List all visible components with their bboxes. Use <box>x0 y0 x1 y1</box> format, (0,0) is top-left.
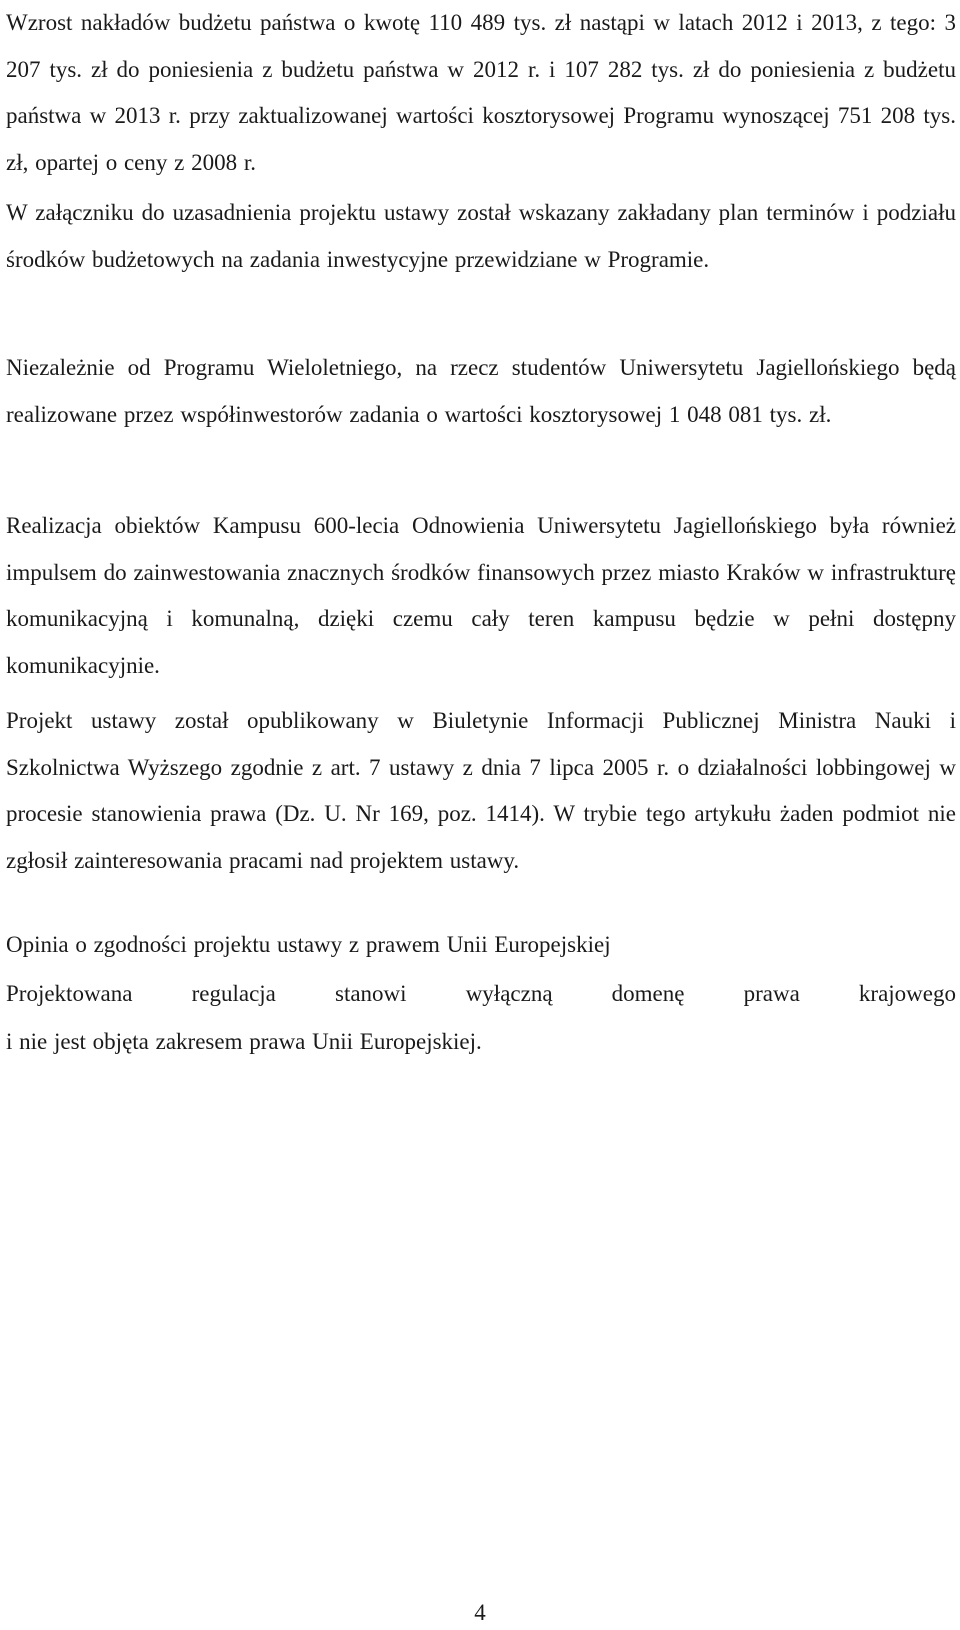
eu-opinion-heading: Opinia o zgodności projektu ustawy z prawem Unii Europejskiej <box>6 932 611 957</box>
page-number: 4 <box>474 1600 486 1625</box>
paragraph-budget-increase: Wzrost nakładów budżetu państwa o kwotę 110 489 tys. zł nastąpi w latach 2012 i 2013, z tego: 3 207 tys. zł do poniesienia z budżetu państwa w 2012 r. i 107 282 tys. zł do poniesienia z budżetu państwa w 2013 r. przy zaktualizowanej wartości kosztorysowej Programu wynoszącej 751 208 tys. zł, opartej o ceny z 2008 r. <box>6 10 956 175</box>
paragraph-publication-bip: Projekt ustawy został opublikowany w Biuletynie Informacji Publicznej Ministra Nauki i Szkolnictwa Wyższego zgodnie z art. 7 ustawy z dnia 7 lipca 2005 r. o działalności lobbingowej w procesie stanowienia prawa (Dz. U. Nr 169, poz. 1414). W trybie tego artykułu żaden podmiot nie zgłosił zainteresowania pracami nad projektem ustawy. <box>6 708 956 873</box>
paragraph-campus-investment: Realizacja obiektów Kampusu 600-lecia Odnowienia Uniwersytetu Jagiellońskiego była również impulsem do zainwestowania znacznych środków finansowych przez miasto Kraków w infrastrukturę komunikacyjną i komunalną, dzięki czemu cały teren kampusu będzie w pełni dostępny komunikacyjnie. <box>6 513 956 678</box>
paragraph-co-investors: Niezależnie od Programu Wieloletniego, na rzecz studentów Uniwersytetu Jagiellońskiego będą realizowane przez współinwestorów zadania o wartości kosztorysowej 1 048 081 tys. zł. <box>6 355 956 427</box>
paragraph-attachment-plan: W załączniku do uzasadnienia projektu ustawy został wskazany zakładany plan terminów i podziału środków budżetowych na zadania inwestycyjne przewidziane w Programie. <box>6 200 956 272</box>
eu-opinion-line-1: Projektowana regulacja stanowi wyłączną domenę prawa krajowego <box>6 981 956 1006</box>
eu-opinion-line-2: i nie jest objęta zakresem prawa Unii Europejskiej. <box>6 1029 482 1054</box>
